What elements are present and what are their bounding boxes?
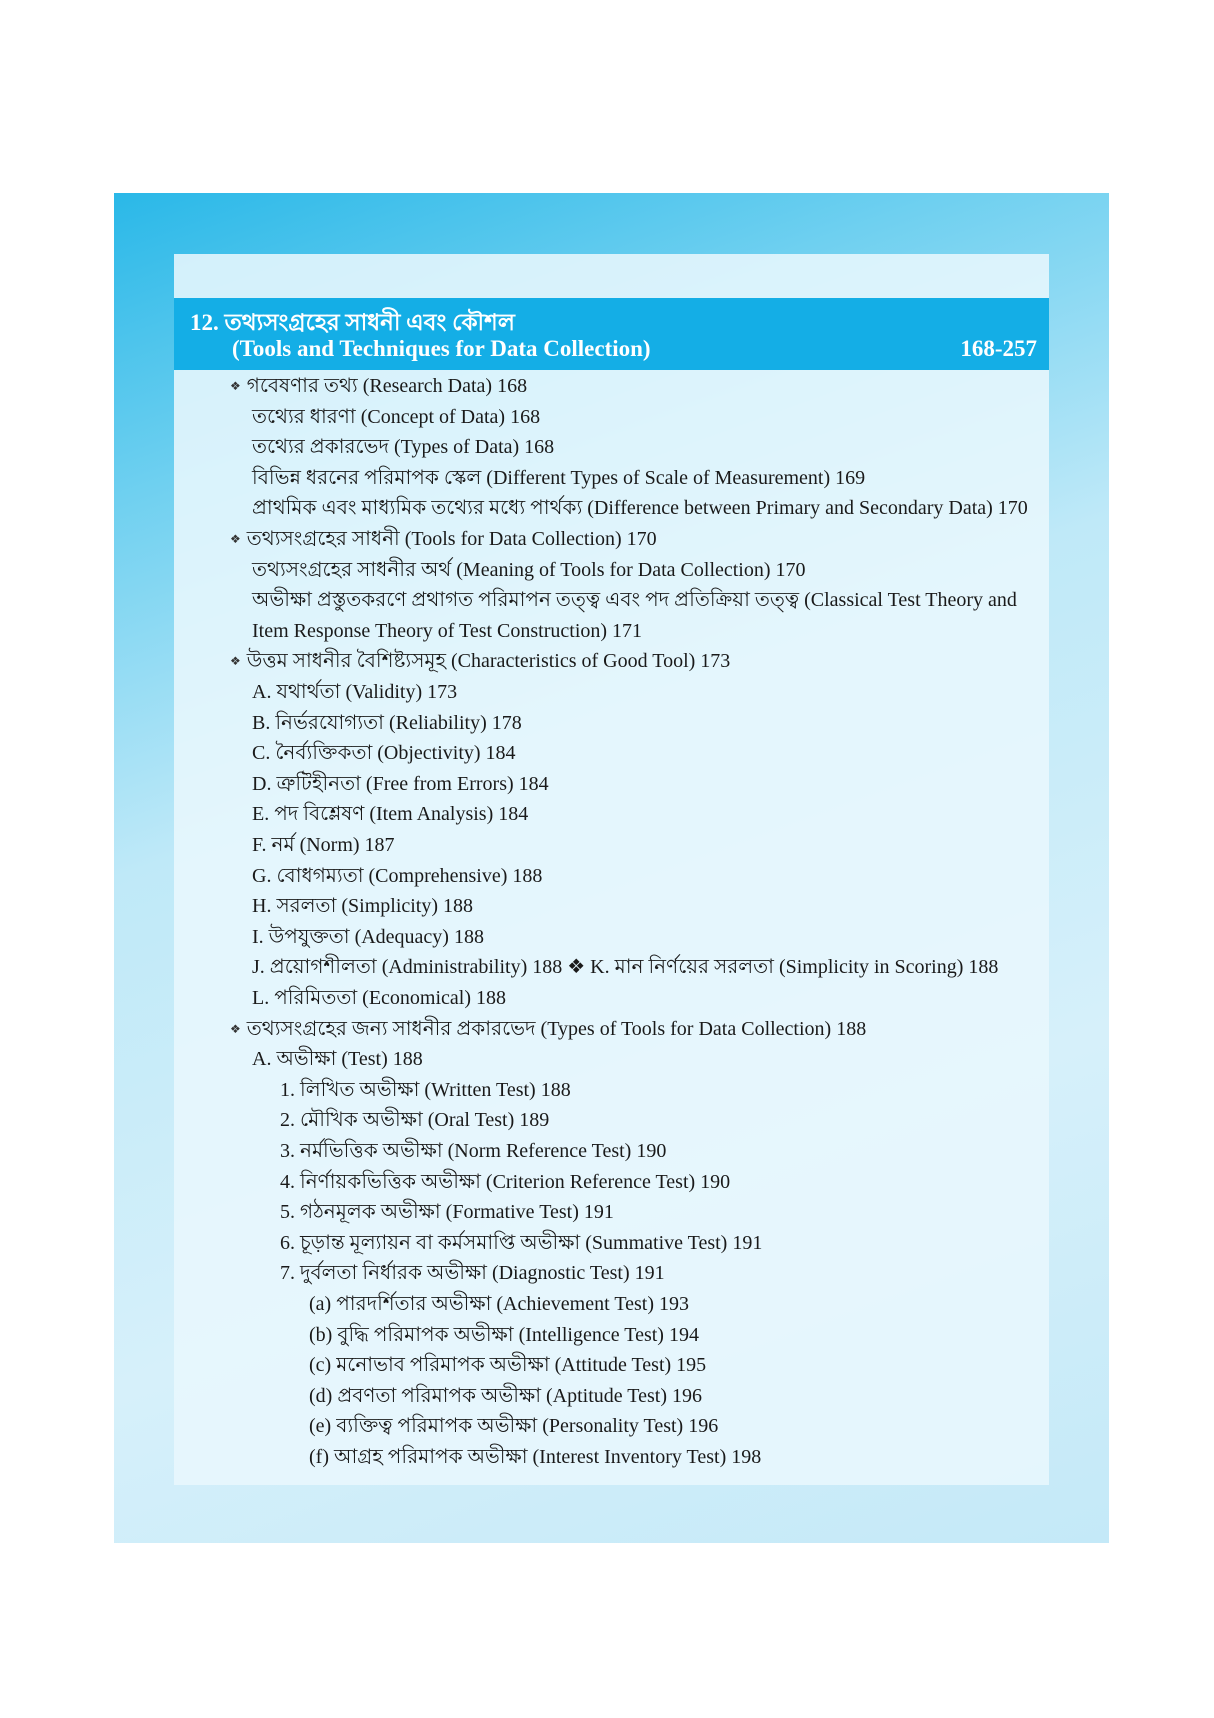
entry-text: A. অভীক্ষা (Test) 188: [252, 1048, 423, 1071]
entry-text: 3. নর্মভিত্তিক অভীক্ষা (Norm Reference Test) 190: [280, 1140, 667, 1162]
entry-text: তথ্যের প্রকারভেদ (Types of Data) 168: [252, 436, 555, 459]
entry-text: F. নর্ম (Norm) 187: [252, 834, 395, 856]
contents-entry: [280, 1260, 665, 1286]
contents-entry: [309, 1444, 761, 1470]
entry-text: 7. দুর্বলতা নির্ধারক অভীক্ষা (Diagnostic Test) 191: [280, 1262, 665, 1285]
entry-text: তথ্যসংগ্রহের সাধনী (Tools for Data Collection) 170: [246, 528, 657, 550]
entry-text: D. ত্রুটিহীনতা (Free from Errors) 184: [252, 772, 549, 795]
contents-entry: [280, 1138, 666, 1164]
contents-entry: [252, 404, 540, 430]
contents-entry: [309, 1413, 718, 1439]
entry-text: গবেষণার তথ্য (Research Data) 168: [246, 375, 528, 397]
entry-text: 1. লিখিত অভীক্ষা (Written Test) 188: [280, 1078, 571, 1101]
entry-text: G. বোধগম্যতা (Comprehensive) 188: [252, 864, 543, 887]
contents-entry: [230, 1016, 866, 1042]
contents-entry: [309, 1352, 706, 1378]
entry-text: 6. চূড়ান্ত মূল্যায়ন বা কর্মসমাপ্তি অভীক্ষা (Summative Test) 191: [280, 1231, 763, 1254]
contents-entry: [252, 465, 865, 491]
entry-text: (a) পারদর্শিতার অভীক্ষা (Achievement Test) 193: [309, 1293, 690, 1315]
contents-entry: [280, 1077, 571, 1103]
contents-entry: [252, 801, 528, 827]
chapter-title-english: (Tools and Techniques for Data Collection): [232, 336, 651, 361]
bullet-icon: ❖: [230, 654, 241, 669]
entry-text: (d) প্রবণতা পরিমাপক অভীক্ষা (Aptitude Test) 196: [309, 1384, 702, 1407]
contents-entry: [252, 618, 642, 644]
contents-entry: [252, 924, 484, 950]
contents-entry: [252, 740, 516, 766]
contents-entry: [252, 863, 542, 889]
contents-entry: [309, 1383, 702, 1409]
contents-entry: [230, 526, 657, 552]
entry-text: তথ্যসংগ্রহের সাধনীর অর্থ (Meaning of Tools for Data Collection) 170: [252, 558, 806, 581]
contents-entry: [252, 1046, 423, 1072]
contents-entry: [280, 1230, 762, 1256]
entry-text: বিভিন্ন ধরনের পরিমাপক স্কেল (Different Types of Scale of Measurement) 169: [252, 466, 866, 489]
bullet-icon: ❖: [230, 379, 241, 393]
contents-entry: [309, 1322, 699, 1348]
contents-entry: [252, 587, 1017, 613]
entry-text: তথ্যের ধারণা (Concept of Data) 168: [252, 405, 541, 428]
contents-entry: [230, 648, 730, 674]
contents-entry: [252, 893, 473, 919]
entry-text: Item Response Theory of Test Construction) 171: [252, 619, 643, 642]
entry-text: E. পদ বিশ্লেষণ (Item Analysis) 184: [252, 803, 529, 826]
entry-text: (e) ব্যক্তিত্ব পরিমাপক অভীক্ষা (Personality Test) 196: [309, 1415, 719, 1438]
contents-entry: [252, 710, 522, 736]
chapter-title-bengali: 12. তথ্যসংগ্রহের সাধনী এবং কৌশল: [190, 310, 515, 335]
entry-text: উত্তম সাধনীর বৈশিষ্ট্যসমূহ (Characteristics of Good Tool) 173: [246, 650, 731, 673]
chapter-page-range: 168-257: [960, 336, 1037, 361]
contents-entry: [309, 1291, 689, 1317]
chapter-header: [174, 298, 1049, 370]
bullet-icon: ❖: [230, 1021, 241, 1036]
contents-entry: [252, 495, 1028, 521]
entry-text: প্রাথমিক এবং মাধ্যমিক তথ্যের মধ্যে পার্থক্য (Difference between Primary and Secondary Data) 170: [252, 497, 1028, 520]
entry-text: 5. গঠনমূলক অভীক্ষা (Formative Test) 191: [280, 1201, 614, 1224]
entry-text: J. প্রয়োগশীলতা (Administrability) 188 ❖ K. মান নির্ণয়ের সরলতা (Simplicity in Scoring) 188: [252, 956, 999, 979]
contents-entry: [252, 985, 506, 1011]
contents-entry: [252, 557, 806, 583]
entry-text: I. উপযুক্ততা (Adequacy) 188: [252, 925, 484, 948]
contents-entry: [280, 1199, 614, 1225]
entry-text: B. নির্ভরযোগ্যতা (Reliability) 178: [252, 711, 522, 734]
entry-text: 2. মৌখিক অভীক্ষা (Oral Test) 189: [280, 1109, 550, 1132]
entry-text: L. পরিমিততা (Economical) 188: [252, 987, 506, 1009]
contents-entry: [252, 434, 554, 460]
contents-entry: [280, 1107, 549, 1133]
contents-entry: [252, 679, 457, 705]
contents-entry: [252, 771, 549, 797]
contents-entry: [280, 1169, 730, 1195]
entry-text: তথ্যসংগ্রহের জন্য সাধনীর প্রকারভেদ (Types of Tools for Data Collection) 188: [246, 1017, 867, 1040]
bullet-icon: ❖: [230, 532, 241, 546]
entry-text: A. যথার্থতা (Validity) 173: [252, 681, 458, 703]
entry-text: (f) আগ্রহ পরিমাপক অভীক্ষা (Interest Inventory Test) 198: [309, 1446, 762, 1468]
entry-text: (c) মনোভাব পরিমাপক অভীক্ষা (Attitude Test) 195: [309, 1354, 707, 1377]
entry-text: 4. নির্ণায়কভিত্তিক অভীক্ষা (Criterion Reference Test) 190: [280, 1170, 731, 1193]
entry-text: অভীক্ষা প্রস্তুতকরণে প্রথাগত পরিমাপন তত্ত্ব এবং পদ প্রতিক্রিয়া তত্ত্ব (Classical Test Theory and: [252, 589, 1017, 612]
entry-text: C. নৈর্ব্যক্তিকতা (Objectivity) 184: [252, 742, 516, 765]
entry-text: (b) বুদ্ধি পরিমাপক অভীক্ষা (Intelligence Test) 194: [309, 1323, 699, 1346]
entry-text: H. সরলতা (Simplicity) 188: [252, 895, 474, 918]
contents-entry: [230, 373, 527, 399]
contents-entry: [252, 832, 395, 858]
contents-entry: [252, 954, 998, 980]
